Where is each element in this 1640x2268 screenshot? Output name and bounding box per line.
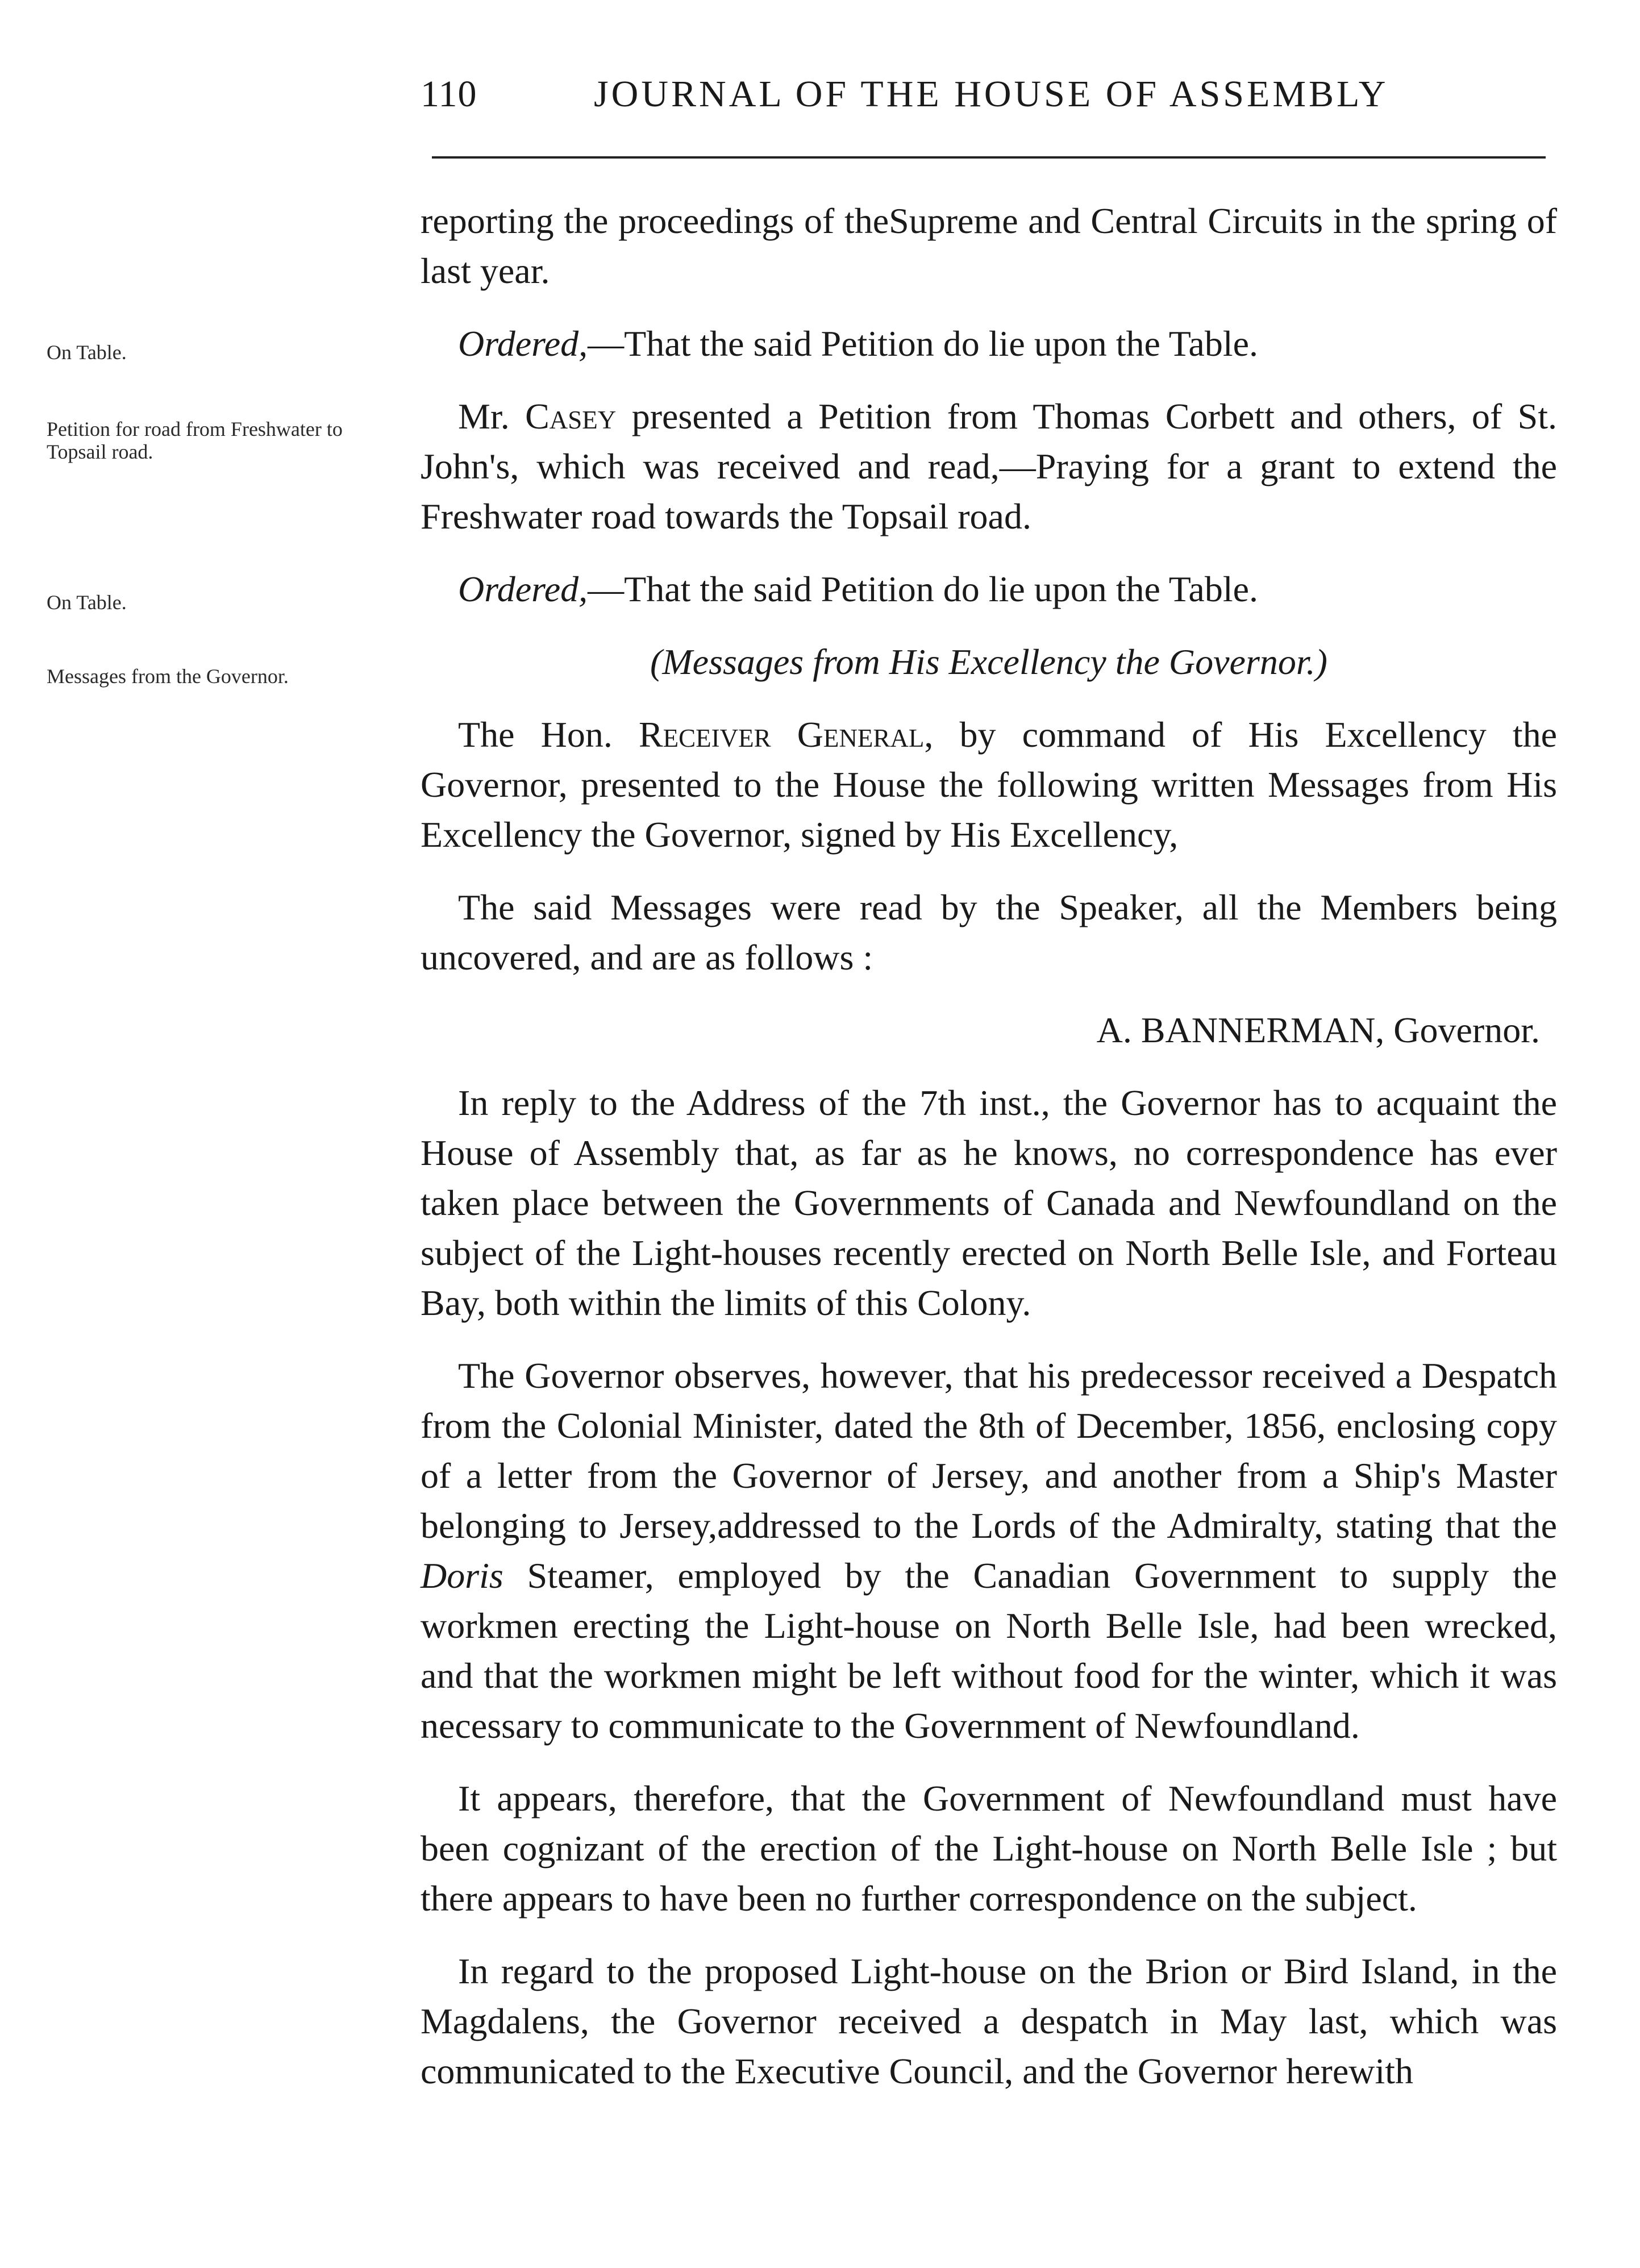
ordered-label: Ordered, bbox=[458, 323, 588, 364]
journal-body bbox=[421, 196, 1557, 2119]
paragraph-receiver-general bbox=[421, 710, 1557, 860]
header-rule bbox=[432, 156, 1546, 159]
marginal-note-on-table-1: On Table. bbox=[47, 341, 127, 364]
despatch-text-b: Steamer, employed by the Canadian Government to supply the workmen erecting the Light-house on North Belle Isle, had been wrecked, and that the workmen might be left without food for the winter, which it was necessary to communicate to the Government of Newfoundland. bbox=[421, 1555, 1557, 1746]
paragraph-messages-read: The said Messages were read by the Speaker, all the Members being uncovered, and are as follows : bbox=[421, 887, 1557, 977]
paragraph-cognizant: It appears, therefore, that the Government of Newfoundland must have been cognizant of the erection of the Light-house on North Belle Isle ; but there appears to have been no further correspondence on the subject. bbox=[421, 1778, 1557, 1919]
paragraph-ordered-1 bbox=[421, 319, 1557, 369]
paragraph-ordered-2 bbox=[421, 564, 1557, 614]
marginal-note-on-table-2: On Table. bbox=[47, 591, 127, 614]
office-title: Receiver General bbox=[638, 714, 925, 755]
governor-signature: A. BANNERMAN, Governor. bbox=[1096, 1010, 1540, 1050]
page-header bbox=[421, 68, 1563, 131]
despatch-text-a: The Governor observes, however, that his predecessor received a Despatch from the Colonial Minister, dated the 8th of December, 1856, enclosing copy of a letter from the Governor of Jersey, and another from a Ship's Master belonging to Jersey,addressed to the Lords of the Admiralty, stating that the bbox=[421, 1355, 1557, 1546]
ordered-label: Ordered, bbox=[458, 569, 588, 609]
running-head: JOURNAL OF THE HOUSE OF ASSEMBLY bbox=[594, 73, 1389, 115]
member-name: Casey bbox=[525, 396, 617, 436]
marginal-note-petition-road: Petition for road from Freshwater to Topsail road. bbox=[47, 418, 343, 463]
honorific: Mr. bbox=[458, 396, 510, 436]
ship-name: Doris bbox=[421, 1555, 503, 1596]
paragraph-despatch bbox=[421, 1351, 1557, 1751]
petition-text: presented a Petition from Thomas Corbett and others, of St. John's, which was received and read,—Praying for a grant to extend the Freshwater road towards the Topsail road. bbox=[421, 396, 1558, 536]
honorific: The Hon. bbox=[458, 714, 613, 755]
marginal-note-messages: Messages from the Governor. bbox=[47, 665, 289, 688]
messages-heading: (Messages from His Excellency the Governor.) bbox=[650, 642, 1327, 682]
paragraph-circuits: reporting the proceedings of theSupreme and Central Circuits in the spring of last year. bbox=[421, 201, 1557, 291]
ordered-text: —That the said Petition do lie upon the Table. bbox=[588, 569, 1258, 609]
paragraph-brion-island: In regard to the proposed Light-house on the Brion or Bird Island, in the Magdalens, the Governor received a despatch in May last, which was communicated to the Executive Council, and the Governor herewith bbox=[421, 1951, 1557, 2091]
command-text: , by command of His Excellency the Governor, presented to the House the following written Messages from His Excellency the Governor, signed by His Excellency, bbox=[421, 714, 1558, 855]
page-number: 110 bbox=[421, 73, 477, 115]
ordered-text: —That the said Petition do lie upon the Table. bbox=[588, 323, 1258, 364]
paragraph-casey-petition bbox=[421, 392, 1557, 542]
paragraph-reply-address: In reply to the Address of the 7th inst., the Governor has to acquaint the House of Assembly that, as far as he knows, no correspondence has ever taken place between the Governments of Canada and Newfoundland on the subject of the Light-houses recently erected on North Belle Isle, and Forteau Bay, both within the limits of this Colony. bbox=[421, 1083, 1557, 1323]
